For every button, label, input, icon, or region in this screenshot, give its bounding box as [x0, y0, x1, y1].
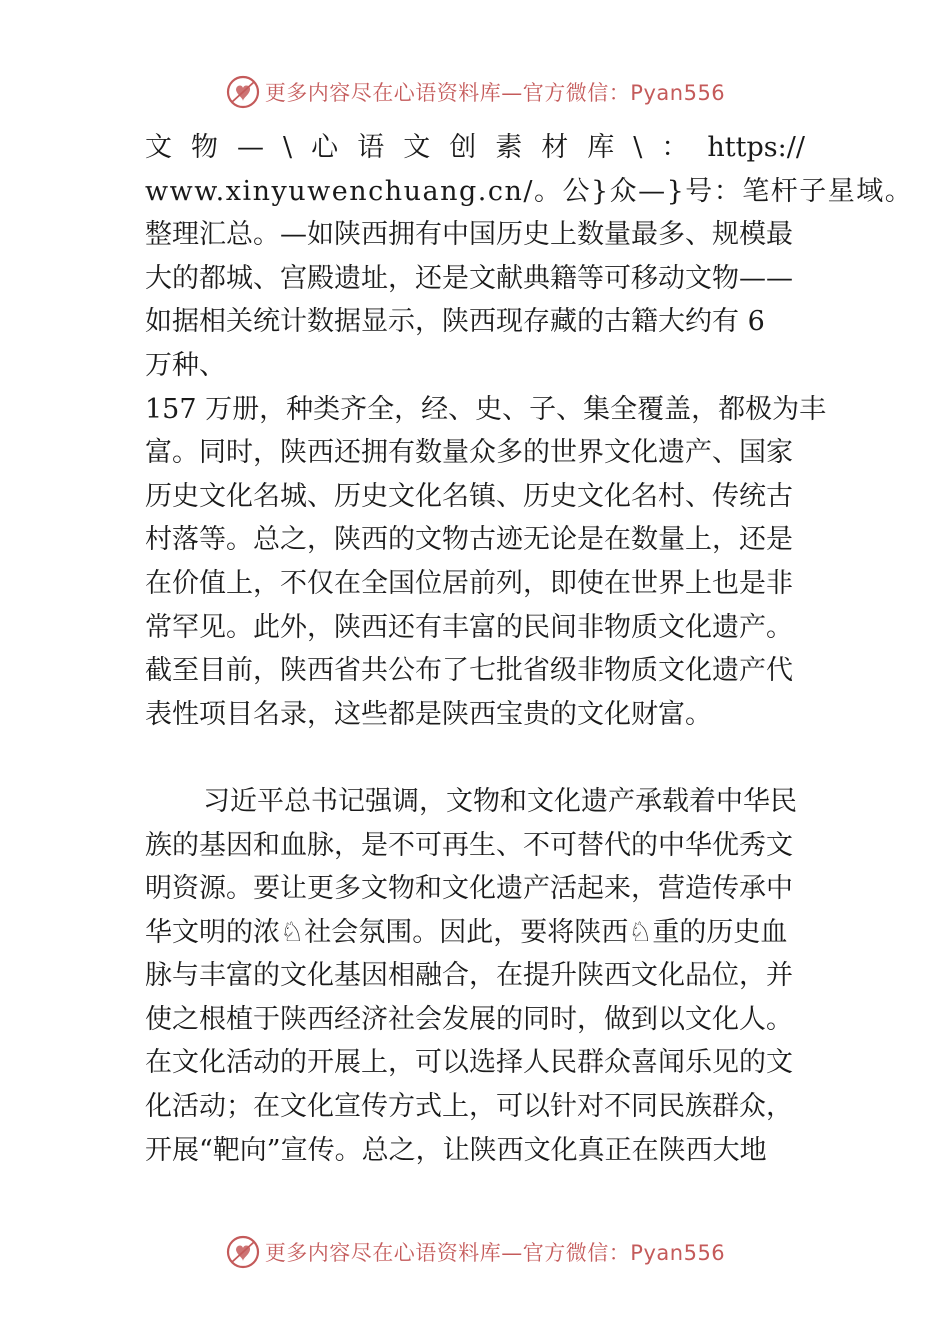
- heart-logo-icon: [225, 74, 261, 110]
- char: ：: [661, 132, 689, 163]
- banner-text: 更多内容尽在心语资料库—官方微信：Pyan556: [264, 1241, 726, 1265]
- text-line: 如据相关统计数据显示，陕西现存藏的古籍大约有 6: [145, 306, 765, 338]
- char: 文: [145, 132, 172, 163]
- heart-logo-icon: [225, 1234, 261, 1270]
- text-line: 截至目前，陕西省共公布了七批省级非物质文化遗产代: [145, 655, 793, 687]
- text-line: 万种、: [145, 349, 226, 381]
- text-line: 习近平总书记强调，文物和文化遗产承载着中华民: [203, 785, 797, 817]
- paragraph1-first-line: [145, 126, 805, 170]
- char: 语: [357, 132, 385, 163]
- char: 物: [191, 132, 219, 163]
- banner-text: 更多内容尽在心语资料库—官方微信：Pyan556: [264, 81, 726, 105]
- text-line: 明资源。要让更多文物和文化遗产活起来，营造传承中: [145, 873, 793, 905]
- text-line: 历史文化名城、历史文化名镇、历史文化名村、传统古: [145, 480, 793, 512]
- char: 库: [587, 132, 615, 163]
- text-line: 开展“靶向”宣传。总之，让陕西文化真正在陕西大地: [145, 1134, 767, 1166]
- url-text: https://: [707, 132, 805, 163]
- text-line: 157 万册，种类齐全，经、史、子、集全覆盖，都极为丰: [145, 393, 827, 425]
- char: 材: [541, 132, 569, 163]
- paragraph-gap: [145, 736, 805, 780]
- document-body: [145, 126, 914, 1172]
- text-line: 族的基因和血脉，是不可再生、不可替代的中华优秀文: [145, 829, 793, 861]
- text-line: 化活动；在文化宣传方式上，可以针对不同民族群众，: [145, 1091, 793, 1123]
- char: 素: [495, 132, 523, 163]
- text-line: 常罕见。此外，陕西还有丰富的民间非物质文化遗产。: [145, 611, 793, 643]
- char: 创: [449, 132, 477, 163]
- char: \: [633, 132, 643, 163]
- text-line: 在价值上，不仅在全国位居前列，即使在世界上也是非: [145, 567, 793, 599]
- char: 文: [403, 132, 431, 163]
- text-line: www.xinyuwenchuang.cn/。公}众—}号：笔杆子星域。: [145, 175, 914, 207]
- header-banner: [0, 70, 950, 114]
- text-line: 富。同时，陕西还拥有数量众多的世界文化遗产、国家: [145, 437, 793, 469]
- text-line: 华文明的浓♘社会氛围。因此，要将陕西♘重的历史血: [145, 916, 788, 948]
- text-line: 整理汇总。—如陕西拥有中国历史上数量最多、规模最: [145, 219, 793, 251]
- text-line: 使之根植于陕西经济社会发展的同时，做到以文化人。: [145, 1003, 793, 1035]
- footer-banner: [0, 1230, 950, 1274]
- char: —: [237, 132, 265, 163]
- char: \: [283, 132, 293, 163]
- text-line: 脉与丰富的文化基因相融合，在提升陕西文化品位，并: [145, 960, 793, 992]
- text-line: 大的都城、宫殿遗址，还是文献典籍等可移动文物——: [145, 262, 793, 294]
- char: 心: [311, 132, 339, 163]
- text-line: 村落等。总之，陕西的文物古迹无论是在数量上，还是: [145, 524, 793, 556]
- text-line: 表性项目名录，这些都是陕西宝贵的文化财富。: [145, 698, 712, 730]
- text-line: 在文化活动的开展上，可以选择人民群众喜闻乐见的文: [145, 1047, 793, 1079]
